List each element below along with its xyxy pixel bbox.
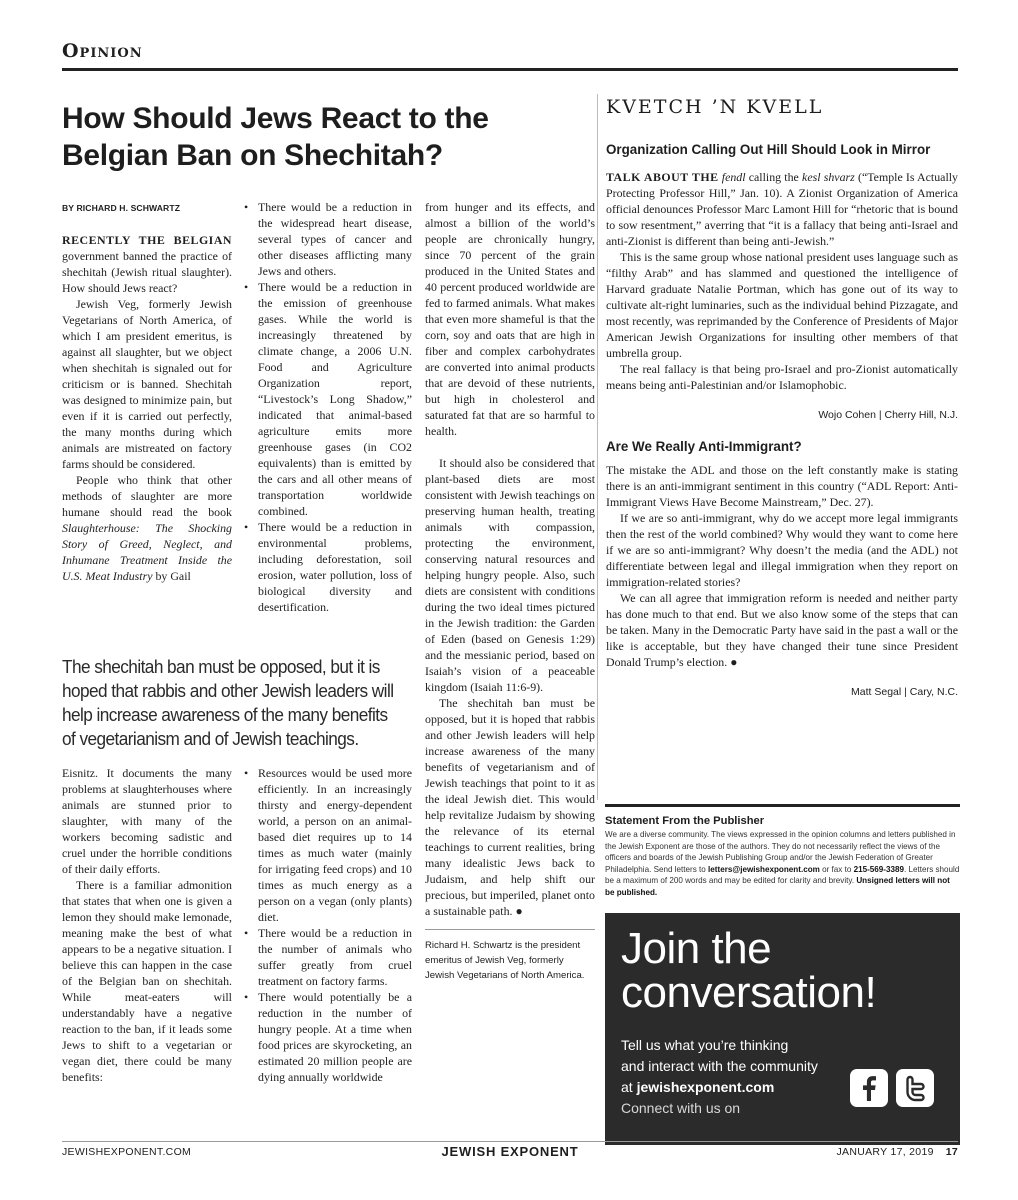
paragraph: It should also be considered that plant-based diets are most consistent with Jewish teachings on preserving human health, treating animals with compassion, protecting the environment, conserving natural resources and helping hungry people. Also, such diets are consistent with conditions during the two ideal times pictured in the Jewish tradition: the Garden of Eden (based on Genesis 1:29) and the messianic period, based on Isaiah’s vision of a peaceable kingdom (Isaiah 11:6-9). (425, 456, 595, 694)
lead-in: TALK ABOUT THE (606, 170, 719, 184)
publisher-heading: Statement From the Publisher (605, 815, 765, 827)
book-title: Slaughterhouse: The Shocking Story of Greed, Neglect, and Inhumane Treatment Inside the U.S. Meat Industry (62, 521, 232, 583)
paragraph: If we are so anti-immigrant, why do we accept more legal immigrants then the rest of the world combined? Why would they want to come here if we are so anti-immigrant? Why doesn’t the media (and the ADL) not differentiate between legal and illegal immigration when they report on immigration-related stories? (606, 511, 958, 589)
letter-heading: Are We Really Anti-Immigrant? (606, 439, 802, 454)
publisher-statement (605, 804, 960, 898)
end-mark: ● (730, 655, 738, 669)
paragraph: The mistake the ADL and those on the left constantly make is stating there is an anti-immigrant sentiment in this country (“ADL Report: Anti-Immigrant Views Have Become Mainstream,” Dec. 27). (606, 463, 958, 509)
paragraph: RECENTLY THE BELGIAN government banned the practice of shechitah (Jewish ritual slaughter). How should Jews react? (62, 233, 232, 295)
end-mark: ● (515, 904, 523, 918)
twitter-icon[interactable] (896, 1069, 934, 1107)
paragraph: This is the same group whose national president uses language such as “filthy Arab” and has slammed and questioned the intelligence of Harvard graduate Natalie Portman, which has gone out of its way to cultivate alt-right luminaries, such as the individual behind Pizzagate, and most recently, was reprimanded by the Conference of Presidents of Major American Jewish Organizations for insulting other members of that umbrella group. (606, 250, 958, 360)
paragraph: We can all agree that immigration reform is needed and neither party has done much to that end. But we also know some of the steps that can be taken. Many in the Democratic Party have said in the past a wall or the like is acceptable, but they have changed their tune since President Donald Trump’s election. ● (606, 591, 958, 669)
bullet-item: • Resources would be used more efficiently. In an increasingly thirsty and energy-dependent world, a person on an animal-based diet requires up to 14 times as much water (mainly for irrigating feed crops) and 10 times as much energy as a person on a vegan (only plants) diet. (244, 765, 412, 925)
letters-email-link[interactable]: letters@jewishexponent.com (708, 864, 820, 874)
header-rule (62, 68, 958, 71)
section-label: Opinion (62, 40, 143, 62)
author-bio: Richard H. Schwartz is the president emeritus of Jewish Veg, formerly Jewish Vegetarians of North America. (425, 940, 585, 981)
bullet-item: • There would be a reduction in the number of animals who suffer greatly from cruel treatment on factory farms. (244, 925, 412, 989)
bullet-item: • There would be a reduction in environmental problems, including deforestation, soil erosion, water pollution, loss of biological diversity and desertification. (244, 519, 412, 615)
publisher-text: We are a diverse community. The views expressed in the opinion columns and letters published in the Jewish Exponent are those of the authors. They do not necessarily reflect the views of the officers and boards of the Jewish Publishing Group and/or the Jewish Federation of Greater Philadelphia. Send letters to letters@jewishexponent.com or fax to 215-569-3389. Letters should be a maximum of 200 words and may be edited for clarity and brevity. Unsigned letters will not be published. (605, 830, 960, 897)
fax-number: 215-569-3389 (853, 864, 904, 874)
paragraph: People who think that other methods of slaughter are more humane should read the book Slaughterhouse: The Shocking Story of Greed, Neglect, and Inhumane Treatment Inside the U.S. Meat Industry by Gail (62, 473, 232, 583)
bullet-item: • There would potentially be a reduction in the number of hungry people. At a time when food prices are skyrocketing, an estimated 20 million people are dying annually worldwide (244, 989, 412, 1085)
bullet-item: • There would be a reduction in the emission of greenhouse gases. While the world is increasingly threatened by climate change, a 2006 U.N. Food and Agriculture Organization report, “Livestock’s Long Shadow,” indicated that animal-based agriculture emits more greenhouse gases (in CO2 equivalents) than is emitted by the cars and all other means of transportation worldwide combined. (244, 279, 412, 519)
facebook-icon[interactable] (850, 1069, 888, 1107)
letter-heading: Organization Calling Out Hill Should Look in Mirror (606, 142, 931, 157)
article-column-1 (62, 200, 232, 584)
join-title: Join the conversation! (621, 924, 877, 1017)
letters-column (606, 142, 958, 716)
pull-quote: The shechitah ban must be opposed, but it is hoped that rabbis and other Jewish leaders will help increase awareness of the many benefits of vegetarianism and of Jewish teachings. (62, 656, 394, 749)
kvetch-title: KVETCH ’N KVELL (606, 96, 824, 118)
social-icons (850, 1069, 934, 1107)
footer-date-page: JANUARY 17, 2019 17 (836, 1146, 958, 1158)
page-number: 17 (945, 1146, 958, 1158)
article-column-2 (244, 199, 412, 615)
footer-publication: JEWISH EXPONENT (441, 1144, 579, 1159)
paragraph: The real fallacy is that being pro-Israel and pro-Zionist automatically means being anti-Palestinian and/or Islamophobic. (606, 362, 958, 392)
letter-signature: Matt Segal | Cary, N.C. (851, 686, 958, 698)
bullet-item: • There would be a reduction in the widespread heart disease, several types of cancer and other diseases afflicting many Jews and others. (244, 199, 412, 279)
footer-website: JEWISHEXPONENT.COM (62, 1146, 192, 1158)
paragraph: There is a familiar admonition that states that when one is given a lemon they should make lemonade, meaning make the best of what appears to be a negative situation. I believe this can happen in the case of the Belgian ban on shechitah. While meat-eaters will understandably have a negative reaction to the ban, if it leads some Jews to shift to a vegetarian or vegan diet, there could be many benefits: (62, 878, 232, 1084)
join-text: Tell us what you’re thinking and interact with the community at jewishexponent.com Connect with us on (621, 1035, 944, 1119)
paragraph: TALK ABOUT THE fendl calling the kesl shvarz (“Temple Is Actually Protecting Professor Hill,” Jan. 10). A Zionist Organization of America official denounces Professor Marc Lamont Hill for “rhetoric that is bound to sow resentment,” averring that “it is a fallacy that being anti-Israel and anti-Zionist is different than being anti-Jewish.” (606, 170, 959, 248)
paragraph: from hunger and its effects, and almost a billion of the world’s people are chronically hungry, since 70 percent of the grain produced in the United States and 40 percent produced worldwide are fed to farmed animals. What makes that even more shameful is that the corn, soy and oats that are high in fiber and complex carbohydrates are converted into animal products that are devoid of these nutrients, but high in cholesterol and saturated fat that are so harmful to health. (425, 200, 595, 438)
lead-in: RECENTLY THE BELGIAN (62, 233, 232, 247)
website-link[interactable]: jewishexponent.com (636, 1079, 775, 1095)
article-column-1-lower (62, 765, 232, 1085)
bio-divider (425, 929, 595, 930)
footer-rule (62, 1141, 958, 1142)
article-column-2-lower (244, 765, 412, 1085)
paragraph: Eisnitz. It documents the many problems at slaughterhouses where animals are stunned prior to slaughter, with many of the workers becoming sadistic and cruel under the horrible conditions of their daily efforts. (62, 766, 232, 876)
article-column-3 (425, 199, 595, 983)
connect-text: Connect with us on (621, 1100, 741, 1116)
byline: BY RICHARD H. SCHWARTZ (62, 203, 181, 213)
column-divider (597, 94, 598, 800)
paragraph: Jewish Veg, formerly Jewish Vegetarians of North America, of which I am president emeritus, is against all slaughter, but we object when shechitah is signaled out for criticism or is banned. Shechitah was designed to minimize pain, but even if it is carried out perfectly, the many months during which animals are mistreated on factory farms should be considered. (62, 297, 232, 471)
paragraph: The shechitah ban must be opposed, but it is hoped that rabbis and other Jewish leaders will help increase awareness of the many benefits of vegetarianism and of Jewish teachings that point to it as the ideal Jewish diet. This would help revitalize Judaism by showing the relevance of its eternal teachings to current realities, bring many idealistic Jews back to Judaism, and help shift our precious, but imperiled, planet onto a sustainable path. ● (425, 696, 595, 918)
join-conversation-box (605, 913, 960, 1145)
article-headline: How Should Jews React to the Belgian Ban on Shechitah? (62, 102, 489, 172)
letter-signature: Wojo Cohen | Cherry Hill, N.J. (818, 409, 958, 421)
